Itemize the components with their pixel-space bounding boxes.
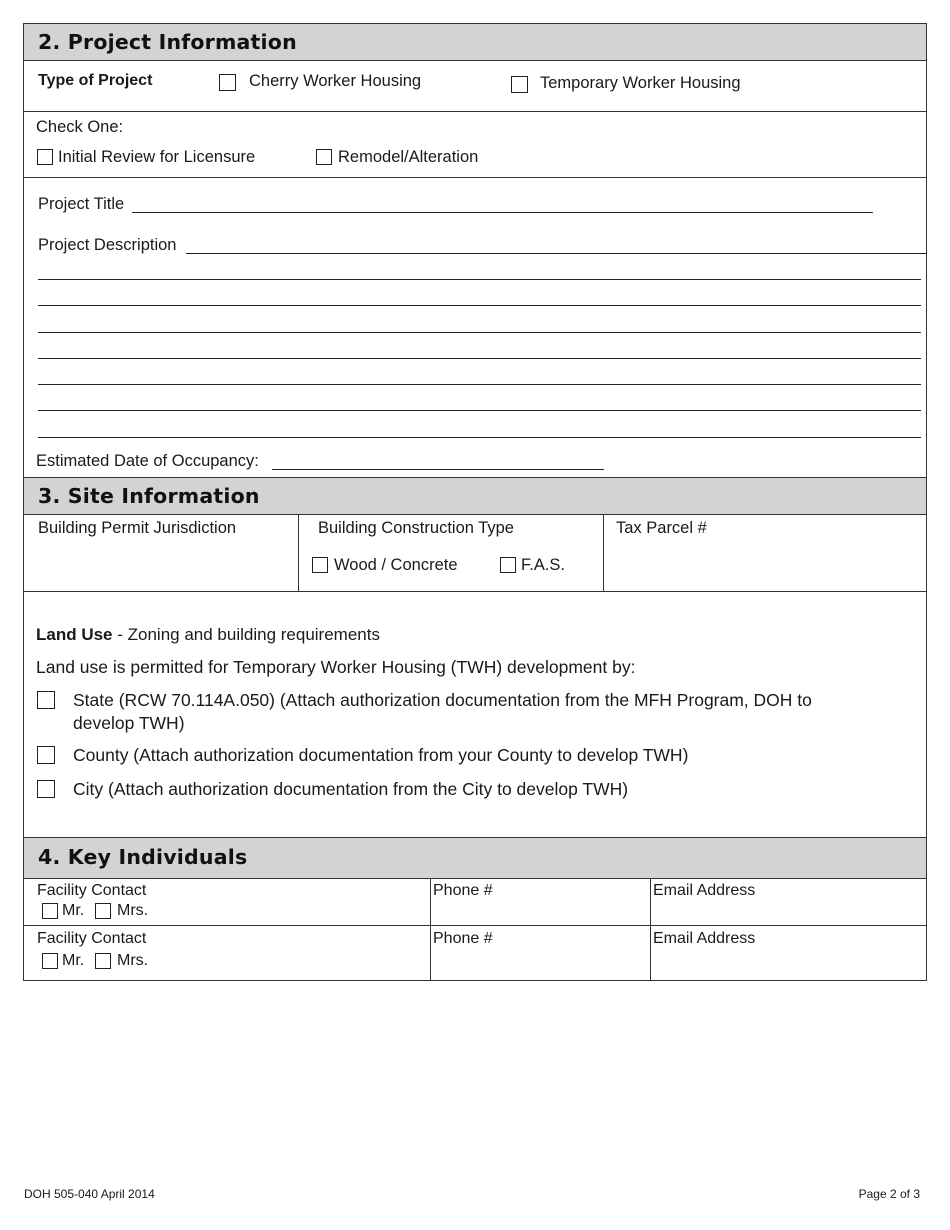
- project-description-field-line[interactable]: [186, 253, 926, 254]
- section-3-header: [23, 477, 927, 515]
- land-use-heading: [36, 625, 380, 645]
- building-construction-type-label: Building Construction Type: [318, 519, 514, 537]
- land-use-subtitle: - Zoning and building requirements: [112, 625, 380, 644]
- project-description-field-line[interactable]: [38, 437, 921, 438]
- section-4-title: 4. Key Individuals: [38, 845, 248, 869]
- email-label: Email Address: [653, 930, 756, 947]
- section-2-title: 2. Project Information: [38, 30, 297, 54]
- project-description-field-line[interactable]: [38, 279, 921, 280]
- temporary-worker-housing-label: Temporary Worker Housing: [540, 74, 741, 92]
- city-label: City (Attach authorization documentation from the City to develop TWH): [73, 779, 629, 799]
- section-2-header: [23, 23, 927, 61]
- remodel-alteration-label: Remodel/Alteration: [338, 148, 479, 166]
- county-label: County (Attach authorization documentation from your County to develop TWH): [73, 745, 689, 765]
- cherry-worker-housing-checkbox[interactable]: [219, 74, 236, 91]
- mr-checkbox[interactable]: [42, 903, 58, 919]
- section-3-title: 3. Site Information: [38, 484, 260, 508]
- state-label-line2: develop TWH): [73, 713, 185, 733]
- land-use-bold: Land Use: [36, 625, 113, 644]
- mrs-checkbox[interactable]: [95, 903, 111, 919]
- state-label-line1: State (RCW 70.114A.050) (Attach authorization documentation from the MFH Program, DOH to: [73, 690, 812, 710]
- initial-review-label: Initial Review for Licensure: [58, 148, 256, 166]
- mrs-checkbox[interactable]: [95, 953, 111, 969]
- project-description-field-line[interactable]: [38, 384, 921, 385]
- project-title-field[interactable]: [132, 212, 873, 213]
- project-description-field-line[interactable]: [38, 332, 921, 333]
- type-of-project-label: Type of Project: [38, 72, 153, 89]
- state-checkbox[interactable]: [37, 691, 55, 709]
- form-id: DOH 505-040 April 2014: [24, 1187, 155, 1201]
- wood-concrete-label: Wood / Concrete: [334, 556, 458, 574]
- check-one-label: Check One:: [36, 118, 124, 136]
- mr-label: Mr.: [62, 902, 85, 919]
- section-4-header: [23, 837, 927, 879]
- project-title-label: Project Title: [38, 195, 125, 213]
- land-use-intro: Land use is permitted for Temporary Worker Housing (TWH) development by:: [36, 657, 636, 677]
- mr-label: Mr.: [62, 952, 85, 969]
- project-description-field-line[interactable]: [38, 358, 921, 359]
- tax-parcel-label: Tax Parcel #: [616, 519, 707, 537]
- wood-concrete-checkbox[interactable]: [312, 557, 328, 573]
- mrs-label: Mrs.: [117, 952, 149, 969]
- phone-label: Phone #: [433, 882, 493, 899]
- county-checkbox[interactable]: [37, 746, 55, 764]
- temporary-worker-housing-checkbox[interactable]: [511, 76, 528, 93]
- email-label: Email Address: [653, 882, 756, 899]
- city-checkbox[interactable]: [37, 780, 55, 798]
- project-description-field-line[interactable]: [38, 305, 921, 306]
- fas-checkbox[interactable]: [500, 557, 516, 573]
- phone-label: Phone #: [433, 930, 493, 947]
- page-number: Page 2 of 3: [858, 1187, 920, 1201]
- occupancy-date-field[interactable]: [272, 469, 604, 470]
- building-permit-jurisdiction-label: Building Permit Jurisdiction: [38, 519, 237, 537]
- fas-label: F.A.S.: [521, 556, 566, 574]
- project-description-label: Project Description: [38, 236, 177, 254]
- occupancy-date-label: Estimated Date of Occupancy:: [36, 452, 259, 470]
- initial-review-checkbox[interactable]: [37, 149, 53, 165]
- cherry-worker-housing-label: Cherry Worker Housing: [249, 72, 422, 90]
- mr-checkbox[interactable]: [42, 953, 58, 969]
- remodel-alteration-checkbox[interactable]: [316, 149, 332, 165]
- facility-contact-label: Facility Contact: [37, 930, 147, 947]
- project-description-field-line[interactable]: [38, 410, 921, 411]
- facility-contact-label: Facility Contact: [37, 882, 147, 899]
- mrs-label: Mrs.: [117, 902, 149, 919]
